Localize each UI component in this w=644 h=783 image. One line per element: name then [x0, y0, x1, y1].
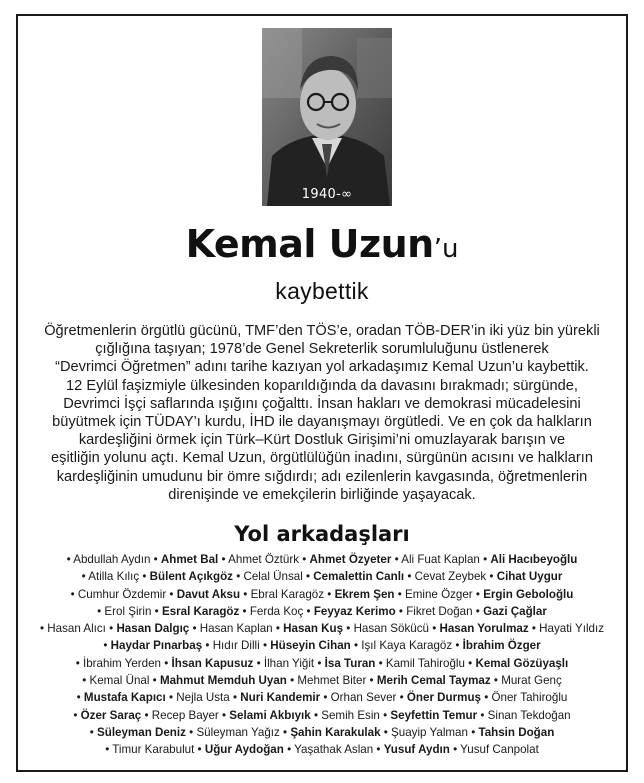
bullet-separator: • — [194, 743, 205, 757]
bullet-separator: • — [76, 691, 84, 705]
bullet-separator: • — [394, 587, 406, 601]
signatories-row — [26, 603, 618, 620]
bullet-separator: • — [229, 691, 241, 705]
bullet-separator: • — [253, 656, 264, 670]
bullet-separator: • — [395, 604, 407, 618]
signatory-name: Atilla Kılıç — [88, 570, 140, 584]
bullet-separator: • — [73, 708, 81, 722]
signatory-name: Bülent Açıkgöz — [149, 570, 233, 584]
bullet-separator: • — [202, 639, 213, 653]
signatory-name: Yaşathak Aslan — [294, 743, 374, 757]
signatory-name: Şuayip Yalman — [391, 725, 468, 739]
signatories-row — [26, 707, 618, 724]
signatory-name: Uğur Aydoğan — [204, 743, 284, 757]
signatory-name: Öner Durmuş — [406, 691, 481, 705]
signatory-name: Esral Karagöz — [161, 604, 240, 618]
subtitle: kaybettik — [275, 278, 369, 304]
bullet-separator: • — [464, 656, 476, 670]
bullet-separator: • — [272, 622, 284, 636]
bullet-separator: • — [286, 674, 298, 688]
signatory-name: Ferda Koç — [249, 604, 304, 618]
signatory-name: Hüseyin Cihan — [270, 639, 351, 653]
bullet-separator: • — [105, 743, 113, 757]
tribute-line: kardeşliğini örmek için Türk–Kürt Dostluk Girişimi’ni omuzlayarak barışın ve — [78, 432, 566, 449]
bullet-separator: • — [103, 639, 111, 653]
tribute-text — [36, 322, 608, 504]
signatory-name: Emine Özger — [405, 587, 473, 601]
bullet-separator: • — [299, 553, 310, 566]
bullet-separator: • — [452, 639, 463, 653]
signatories-row — [26, 655, 618, 672]
signatory-name: Haydar Pınarbaş — [110, 639, 203, 653]
signatory-name: Erol Şirin — [104, 604, 152, 618]
signatory-name: Süleyman Yağız — [196, 725, 280, 739]
bullet-separator: • — [82, 674, 90, 688]
bullet-separator: • — [139, 570, 150, 584]
bullet-separator: • — [472, 604, 484, 618]
bullet-separator: • — [218, 708, 230, 722]
signatory-name: Öner Tahiroğlu — [491, 691, 568, 705]
bullet-separator: • — [379, 708, 391, 722]
signatory-name: Cumhur Özdemir — [77, 587, 167, 601]
life-dates: 1940-∞ — [301, 187, 353, 202]
signatory-name: Murat Genç — [501, 674, 562, 688]
signatory-name: Ahmet Öztürk — [228, 553, 300, 566]
signatory-name: Seyfettin Temur — [390, 708, 478, 722]
signatories-row — [26, 724, 618, 741]
tribute-line: “Devrimci Öğretmen” adını tarihe kazıyan yol arkadaşımız Kemal Uzun’u kaybettik. — [55, 359, 589, 376]
tribute-line: 12 Eylül faşizmiyle ülkesinden koparıldığında da davasını bırakmadı; sürgünde, — [66, 377, 578, 394]
name-heading — [0, 222, 644, 266]
name-suffix: ’u — [433, 234, 459, 264]
signatories-row — [26, 672, 618, 689]
bullet-separator: • — [240, 587, 251, 601]
bullet-separator: • — [314, 656, 325, 670]
signatory-name: Ebral Karagöz — [250, 587, 325, 601]
bullet-separator: • — [283, 743, 295, 757]
signatory-name: Merih Cemal Taymaz — [376, 674, 491, 688]
signatory-name: Ali Hacıbeyoğlu — [490, 553, 578, 566]
signatory-name: Feyyaz Kerimo — [313, 604, 396, 618]
bullet-separator: • — [472, 587, 484, 601]
bullet-separator: • — [449, 743, 461, 757]
signatory-name: Süleyman Deniz — [97, 725, 186, 739]
signatory-name: Ergin Geboloğlu — [483, 587, 574, 601]
bullet-separator: • — [477, 708, 488, 722]
signatory-name: Nuri Kandemir — [240, 691, 321, 705]
signatory-name: Davut Aksu — [176, 587, 241, 601]
signatory-name: Hasan Kaplan — [199, 622, 273, 636]
signatory-name: İhsan Kapusuz — [171, 656, 254, 670]
bullet-separator: • — [303, 604, 314, 618]
bullet-separator: • — [150, 553, 161, 566]
deceased-name: Kemal Uzun — [185, 222, 434, 266]
bullet-separator: • — [97, 604, 105, 618]
bullet-separator: • — [373, 743, 384, 757]
tribute-line: kardeşliğinin umudunu bir ömre sığdırdı; adı ezilenlerin kavgasında, öğretmenlerin — [56, 468, 588, 485]
bullet-separator: • — [302, 570, 314, 584]
signatory-name: Hasan Alıcı — [47, 622, 106, 636]
signatory-name: Orhan Sever — [330, 691, 397, 705]
signatory-name: Gazi Çağlar — [483, 604, 547, 618]
signatories-row — [26, 620, 618, 637]
signatories-row — [26, 637, 618, 654]
bullet-separator: • — [375, 656, 386, 670]
signatory-name: Hasan Yorulmaz — [439, 622, 529, 636]
bullet-separator: • — [81, 570, 89, 584]
bullet-separator: • — [185, 725, 197, 739]
signatories-row — [26, 568, 618, 585]
tribute-line: eşitliğin yolunu açtı. Kemal Uzun, örgütlülüğün inadını, sürgünün acısını ve halkların — [51, 450, 593, 467]
bullet-separator: • — [105, 622, 117, 636]
signatory-name: Tahsin Doğan — [478, 725, 555, 739]
bullet-separator: • — [324, 587, 335, 601]
signatory-name: Özer Saraç — [80, 708, 142, 722]
bullet-separator: • — [343, 622, 354, 636]
bullet-separator: • — [218, 553, 229, 566]
bullet-separator: • — [404, 570, 415, 584]
signatory-name: Hasan Kuş — [283, 622, 344, 636]
bullet-separator: • — [259, 639, 271, 653]
signatory-name: İsa Turan — [324, 656, 376, 670]
signatory-name: Kemal Ünal — [89, 674, 150, 688]
section-title: Yol arkadaşları — [234, 522, 410, 546]
bullet-separator: • — [396, 691, 407, 705]
signatory-name: Işıl Kaya Karagöz — [361, 639, 453, 653]
bullet-separator: • — [149, 674, 160, 688]
signatory-name: Fikret Doğan — [406, 604, 473, 618]
signatory-name: Selami Akbıyık — [229, 708, 311, 722]
signatory-name: Semih Esin — [321, 708, 380, 722]
signatory-name: Abdullah Aydın — [73, 553, 151, 566]
bullet-separator: • — [320, 691, 331, 705]
signatory-name: Yusuf Aydın — [383, 743, 450, 757]
bullet-separator: • — [490, 674, 502, 688]
signatory-name: İbrahim Özger — [462, 639, 541, 653]
signatories-row — [26, 741, 618, 758]
signatories-row — [26, 689, 618, 706]
bullet-separator: • — [366, 674, 377, 688]
bullet-separator: • — [232, 570, 244, 584]
signatory-name: İlhan Yiğit — [263, 656, 315, 670]
tribute-line: direnişinde ve emekçilerin birliğinde yaşayacak. — [168, 486, 476, 503]
portrait-photo — [262, 28, 392, 206]
signatory-name: Cihat Uygur — [496, 570, 563, 584]
bullet-separator: • — [467, 725, 479, 739]
bullet-separator: • — [141, 708, 152, 722]
tribute-line: büyütmek için TÜDAY’ı kurdu, İHD ile dayanışmayı örgütledi. Ve en çok da halkların — [52, 414, 592, 431]
bullet-separator: • — [75, 656, 84, 670]
signatory-name: İbrahim Yerden — [83, 656, 162, 670]
signatory-name: Nejla Usta — [176, 691, 230, 705]
tribute-line: çığlığına taşıyan; 1978’de Genel Sekreterlik sorumluluğunu üstlenerek — [95, 341, 549, 358]
signatory-name: Ahmet Özyeter — [309, 553, 392, 566]
signatory-name: Sinan Tekdoğan — [487, 708, 571, 722]
bullet-separator: • — [310, 708, 322, 722]
bullet-separator: • — [481, 691, 492, 705]
bullet-separator: • — [479, 553, 491, 566]
bullet-separator: • — [279, 725, 291, 739]
signatory-name: Celal Ünsal — [243, 570, 303, 584]
signatory-name: Hıdır Dilli — [212, 639, 260, 653]
tribute-line: Öğretmenlerin örgütlü gücünü, TMF’den TÖS’e, oradan TÖB-DER’in iki yüz bin yürekli — [44, 323, 600, 339]
bullet-separator: • — [428, 622, 440, 636]
signatory-name: Hasan Sökücü — [353, 622, 429, 636]
signatory-name: Kamil Tahiroğlu — [385, 656, 465, 670]
bullet-separator: • — [486, 570, 497, 584]
signatory-name: Mahmut Memduh Uyan — [159, 674, 287, 688]
signatory-name: Ekrem Şen — [334, 587, 395, 601]
signatories-list — [26, 551, 618, 759]
bullet-separator: • — [39, 622, 48, 636]
signatory-name: Cevat Zeybek — [414, 570, 487, 584]
signatories-row — [26, 586, 618, 603]
portrait-illustration — [262, 28, 392, 206]
bullet-separator: • — [66, 553, 74, 566]
bullet-separator: • — [166, 587, 177, 601]
bullet-separator: • — [239, 604, 250, 618]
signatory-name: Mustafa Kapıcı — [83, 691, 166, 705]
bullet-separator: • — [391, 553, 402, 566]
signatory-name: Ahmet Bal — [160, 553, 219, 566]
signatory-name: Yusuf Canpolat — [460, 743, 539, 757]
signatories-row — [26, 551, 618, 568]
bullet-separator: • — [151, 604, 162, 618]
signatory-name: Mehmet Biter — [297, 674, 367, 688]
signatory-name: Cemalettin Canlı — [313, 570, 405, 584]
bullet-separator: • — [161, 656, 172, 670]
signatory-name: Recep Bayer — [151, 708, 219, 722]
signatory-name: Kemal Gözüyaşlı — [475, 656, 569, 670]
signatory-name: Ali Fuat Kaplan — [401, 553, 480, 566]
bullet-separator: • — [380, 725, 392, 739]
signatory-name: Hasan Dalgıç — [116, 622, 190, 636]
bullet-separator: • — [189, 622, 200, 636]
bullet-separator: • — [350, 639, 362, 653]
bullet-separator: • — [165, 691, 177, 705]
bullet-separator: • — [70, 587, 78, 601]
tribute-line: Devrimci İşçi saflarında ışığını çoğalttı. İnsan hakları ve demokrasi mücadelesini — [63, 395, 581, 412]
signatory-name: Şahin Karakulak — [290, 725, 381, 739]
signatory-name: Hayati Yıldız — [539, 622, 605, 636]
bullet-separator: • — [528, 622, 540, 636]
bullet-separator: • — [89, 725, 97, 739]
signatory-name: Timur Karabulut — [112, 743, 195, 757]
